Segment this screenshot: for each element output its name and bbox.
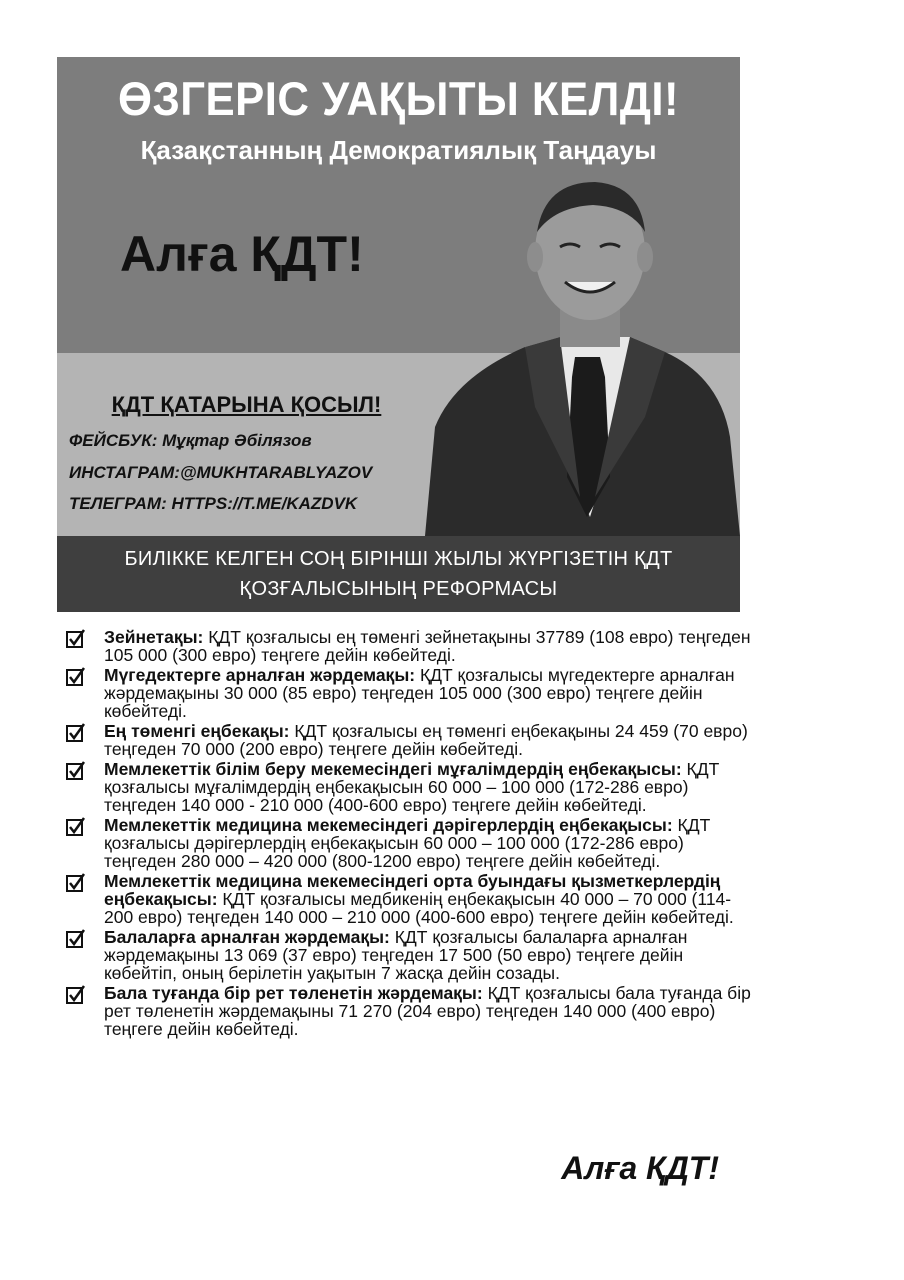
item-title: Бала туғанда бір рет төленетін жәрдемақы:: [104, 983, 483, 1003]
join-heading: ҚДТ ҚАТАРЫНА ҚОСЫЛ!: [111, 392, 382, 417]
footer-slogan: Алға ҚДТ!: [561, 1150, 719, 1186]
item-title: Мемлекеттік медицина мекемесіндегі орта буындағы қызметкерлердің еңбекақысы:: [104, 871, 721, 909]
reform-heading: [57, 544, 740, 604]
reform-list: [66, 628, 756, 1040]
item-text: ҚДТ қозғалысы мүгедектерге арналған жәрдемақыны 30 000 (85 евро) теңгеден 105 000 (300 евро) теңгеге дейін көбейтеді.: [104, 665, 735, 721]
item-title: Зейнетақы:: [104, 627, 204, 647]
subtitle: Қазақстанның Демократиялық Таңдауы: [140, 135, 657, 165]
portrait-photo: [415, 177, 740, 536]
headline: ӨЗГЕРІС УАҚЫТЫ КЕЛДІ!: [117, 72, 679, 125]
checkbox-checked-icon: [66, 817, 86, 837]
checkbox-checked-icon: [66, 629, 86, 649]
list-item: [66, 628, 756, 664]
item-title: Мемлекеттік медицина мекемесіндегі дәрігерлердің еңбекақысы:: [104, 815, 673, 835]
checkbox-checked-icon: [66, 723, 86, 743]
item-text: ҚДТ қозғалысы ең төменгі еңбекақыны 24 459 (70 евро) теңгеден 70 000 (200 евро) теңгеге дейін көбейтеді.: [104, 721, 748, 759]
list-item: [66, 872, 756, 926]
checkbox-checked-icon: [66, 929, 86, 949]
checkbox-checked-icon: [66, 873, 86, 893]
item-title: Балаларға арналған жәрдемақы:: [104, 927, 390, 947]
item-text: ҚДТ қозғалысы дәрігерлердің еңбекақысын 60 000 – 100 000 (172-286 евро) теңгеден 280 000 – 420 000 (800-1200 евро) теңгеге дейін көбейтеді.: [104, 815, 711, 871]
item-title: Мемлекеттік білім беру мекемесіндегі мұғалімдердің еңбекақысы:: [104, 759, 682, 779]
list-item: [66, 816, 756, 870]
list-item: [66, 984, 756, 1038]
slogan: Алға ҚДТ!: [120, 226, 364, 282]
checkbox-checked-icon: [66, 985, 86, 1005]
item-title: Ең төменгі еңбекақы:: [104, 721, 290, 741]
item-title: Мүгедектерге арналған жәрдемақы:: [104, 665, 416, 685]
reform-heading-line2: ҚОЗҒАЛЫСЫНЫҢ РЕФОРМАСЫ: [239, 578, 558, 600]
facebook-link[interactable]: ФЕЙСБУК: Мұқтар Әбілязов: [69, 431, 312, 450]
item-text: ҚДТ қозғалысы ең төменгі зейнетақыны 37789 (108 евро) теңгеден 105 000 (300 евро) теңгеге дейін көбейтеді.: [104, 627, 751, 665]
checkbox-checked-icon: [66, 761, 86, 781]
checkbox-checked-icon: [66, 667, 86, 687]
item-text: ҚДТ қозғалысы мұғалімдердің еңбекақысын 60 000 – 100 000 (172-286 евро) теңгеден 140 000 - 210 000 (400-600 евро) теңгеге дейін көбейтеді.: [104, 759, 720, 815]
list-item: [66, 928, 756, 982]
item-text: ҚДТ қозғалысы бала туғанда бір рет төленетін жәрдемақыны 71 270 (204 евро) теңгеден 140 000 (400 евро) теңгеге дейін көбейтеді.: [104, 983, 751, 1039]
instagram-link[interactable]: ИНСТАГРАМ:@MUKHTARABLYAZOV: [69, 463, 373, 482]
reform-heading-line1: БИЛІККЕ КЕЛГЕН СОҢ БІРІНШІ ЖЫЛЫ ЖҮРГІЗЕТІН ҚДТ: [124, 548, 673, 570]
list-item: [66, 722, 756, 758]
telegram-link[interactable]: ТЕЛЕГРАМ: HTTPS://T.ME/KAZDVK: [69, 494, 358, 513]
list-item: [66, 760, 756, 814]
list-item: [66, 666, 756, 720]
item-text: ҚДТ қозғалысы медбикенің еңбекақысын 40 000 – 70 000 (114-200 евро) теңгеден 140 000 – 210 000 (400-600 евро) теңгеге дейін көбейтеді.: [104, 889, 734, 927]
poster: [57, 57, 740, 612]
item-text: ҚДТ қозғалысы балаларға арналған жәрдемақыны 13 069 (37 евро) теңгеден 17 500 (50 евро) теңгеге дейін көбейтіп, оның берілетін уақытын 7 жасқа дейін созады.: [104, 927, 688, 983]
